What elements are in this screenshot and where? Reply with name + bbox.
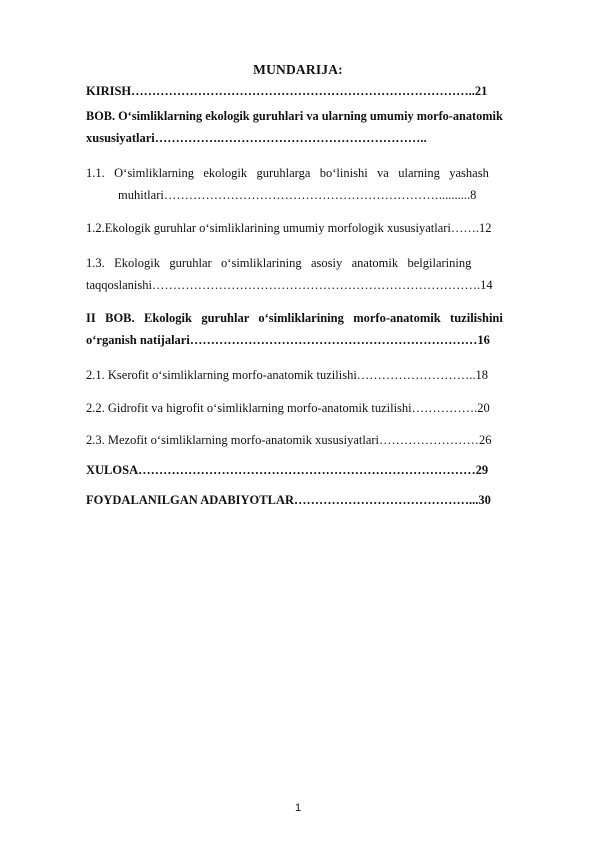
- toc-entry-2-2: 2.2. Gidrofit va higrofit o‘simliklarning morfo-anatomik tuzilishi…………….20: [86, 401, 490, 415]
- toc-entry-1-1-line1: 1.1. O‘simliklarning ekologik guruhlarga bo‘linishi va ularning yashash: [86, 166, 489, 180]
- toc-title: MUNDARIJA:: [253, 62, 343, 77]
- toc-entry-1-1-line2: muhitlari…………………………………………………………..........8: [118, 188, 477, 202]
- toc-entry-bob2-line2: o‘rganish natijalari……………………………………………………………16: [86, 333, 490, 347]
- toc-entry-bob2-line1: II BOB. Ekologik guruhlar o‘simliklarining morfo-anatomik tuzilishini: [86, 311, 503, 325]
- toc-entry-1-2: 1.2.Ekologik guruhlar o‘simliklarining umumiy morfologik xususiyatlari…….12: [86, 221, 492, 235]
- toc-entry-xulosa: XULOSA………………………………………………………………………29: [86, 463, 489, 477]
- page-number: 1: [294, 802, 302, 814]
- toc-entry-kirish: KIRISH………………………………………………………………………..21: [86, 84, 488, 98]
- toc-entry-bob1-line1: BOB. O‘simliklarning ekologik guruhlari va ularning umumiy morfo-anatomik: [86, 109, 503, 123]
- toc-entry-bob1-line2: xususiyatlari…………….…………………………………………..: [86, 131, 427, 145]
- toc-entry-1-3-line1: 1.3. Ekologik guruhlar o‘simliklarining asosiy anatomik belgilarining: [86, 256, 472, 270]
- toc-entry-2-3: 2.3. Mezofit o‘simliklarning morfo-anatomik xususiyatlari……………………26: [86, 433, 492, 447]
- toc-entry-adabiyotlar: FOYDALANILGAN ADABIYOTLAR……………………………………...30: [86, 493, 491, 507]
- toc-entry-2-1: 2.1. Kserofit o‘simliklarning morfo-anatomik tuzilishi………………………..18: [86, 368, 489, 382]
- toc-entry-1-3-line2: taqqoslanishi…………………………………………………………………….14: [86, 278, 493, 292]
